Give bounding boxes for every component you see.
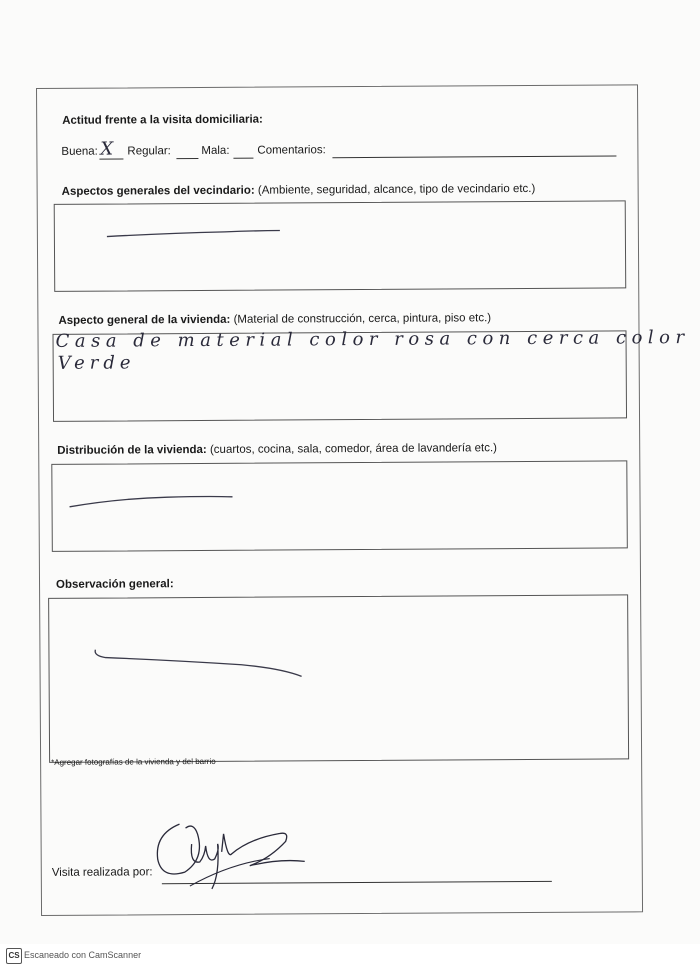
distribution-title: Distribución de la vivienda: — [57, 443, 207, 457]
neighborhood-dash — [105, 225, 305, 246]
observation-dash — [91, 642, 351, 694]
comments-label: Comentarios: — [257, 144, 326, 157]
housing-box — [53, 327, 690, 422]
neighborhood-heading — [62, 183, 536, 198]
attitude-title: Actitud frente a la visita domiciliaria: — [62, 113, 263, 127]
distribution-heading — [57, 442, 497, 457]
scanner-footer — [0, 944, 700, 968]
regular-line — [176, 158, 198, 159]
comments-line — [332, 155, 616, 158]
bad-line — [233, 158, 253, 159]
neighborhood-box — [54, 200, 627, 291]
housing-hint: (Material de construcción, cerca, pintura, piso etc.) — [233, 312, 492, 326]
signature — [149, 803, 330, 894]
visit-label: Visita realizada por: — [51, 866, 153, 879]
observation-box — [48, 594, 629, 763]
distribution-hint: (cuartos, cocina, sala, comedor, área de lavandería etc.) — [209, 442, 498, 456]
scanner-footer-text: Escaneado con CamScanner — [24, 950, 142, 960]
good-label: Buena: — [61, 145, 98, 158]
form-page — [36, 84, 690, 916]
bad-label: Mala: — [201, 144, 230, 157]
neighborhood-hint: (Ambiente, seguridad, alcance, tipo de vecindario etc.) — [257, 182, 536, 197]
regular-label: Regular: — [127, 145, 171, 158]
neighborhood-title: Aspectos generales del vecindario: — [61, 184, 255, 198]
good-mark: X — [100, 138, 114, 160]
observation-title: Observación general: — [55, 578, 174, 591]
housing-answer-line1: Casa de material color rosa con cerca color — [55, 327, 690, 352]
housing-answer-line2: Verde — [57, 352, 136, 374]
camscanner-logo-icon: CS — [6, 948, 22, 964]
housing-heading — [58, 312, 491, 327]
distribution-dash — [67, 492, 267, 523]
observation-note: *Agregar fotografías de la vivienda y del barrio — [51, 756, 216, 767]
distribution-box — [51, 460, 628, 552]
housing-title: Aspecto general de la vivienda: — [58, 313, 231, 327]
